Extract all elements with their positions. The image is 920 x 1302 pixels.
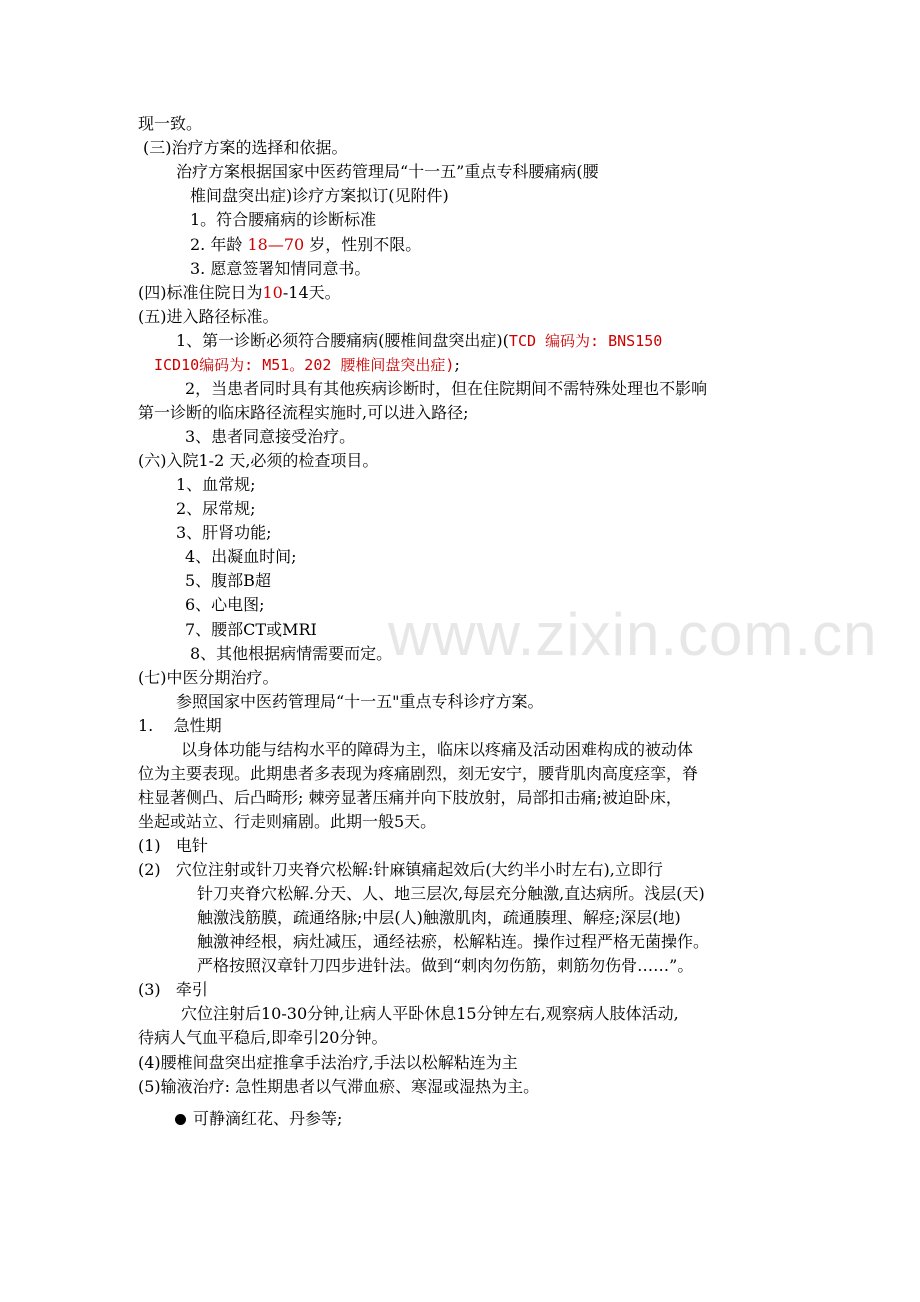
- highlight-text: ICD10编码为: M51。202 腰椎间盘突出症): [154, 356, 455, 374]
- text-line: 待病人气血平稳后,即牵引20分钟。: [138, 1028, 388, 1047]
- text-line: 柱显著侧凸、后凸畸形; 棘旁显著压痛并向下肢放射，局部扣击痛;被迫卧床，: [138, 788, 682, 807]
- text-line: 现一致。: [138, 114, 203, 133]
- section-heading-4: [138, 282, 341, 304]
- text-line: 椎间盘突出症)诊疗方案拟订(见附件): [190, 186, 449, 205]
- bullet-icon: [175, 1114, 186, 1125]
- text-run: ;: [454, 355, 460, 374]
- text-line: 以身体功能与结构水平的障碍为主，临床以疼痛及活动困难构成的被动体: [181, 740, 694, 759]
- section-heading-6: (六)入院1-2 天,必须的检查项目。: [138, 451, 379, 470]
- list-item: 5、腹部B超: [185, 571, 271, 590]
- text-line: 第一诊断的临床路径流程实施时,可以进入路径;: [138, 403, 469, 422]
- watermark: www.zixin.com.cn: [388, 601, 878, 668]
- section-heading-7: (七)中医分期治疗。: [138, 668, 279, 687]
- text-line: (4)腰椎间盘突出症推拿手法治疗,手法以松解粘连为主: [138, 1053, 518, 1072]
- list-item: 可静滴红花、丹参等;: [193, 1109, 343, 1128]
- subsection-heading: 1. 急性期: [138, 716, 222, 735]
- text-run: 岁，性别不限。: [309, 235, 422, 254]
- text-line: [176, 330, 662, 352]
- text-line: 针刀夹脊穴松解.分天、人、地三层次,每层充分触激,直达病所。浅层(天): [197, 884, 705, 903]
- text-line: 治疗方案根据国家中医药管理局“十一五”重点专科腰痛病(腰: [176, 162, 599, 181]
- text-line: 严格按照汉章针刀四步进针法。做到“刺肉勿伤筋，刺筋勿伤骨……”。: [197, 956, 694, 975]
- text-line: 2，当患者同时具有其他疾病诊断时，但在住院期间不需特殊处理也不影响: [185, 379, 708, 398]
- list-item: [190, 234, 421, 256]
- text-run: (四)标准住院日为: [138, 283, 263, 302]
- text-line: (2) 穴位注射或针刀夹脊穴松解:针麻镇痛起效后(大约半小时左右),立即行: [138, 860, 663, 879]
- text-run: -14天。: [282, 283, 341, 302]
- list-item: 7、腰部CT或MRI: [185, 620, 317, 639]
- list-item: 6、心电图;: [185, 595, 265, 614]
- text-line: 3、患者同意接受治疗。: [185, 427, 356, 446]
- text-line: [154, 354, 460, 376]
- text-line: 参照国家中医药管理局“十一五"重点专科诊疗方案。: [176, 692, 544, 711]
- list-item: 3、肝肾功能;: [176, 523, 272, 542]
- text-line: 坐起或站立、行走则痛剧。此期一般5天。: [138, 812, 437, 831]
- list-item: 1、血常规;: [176, 475, 256, 494]
- text-line: 触激神经根，病灶减压，通经祛瘀，松解粘连。操作过程严格无菌操作。: [197, 932, 710, 951]
- highlight-text: 18—70: [247, 235, 305, 254]
- list-item: 3. 愿意签署知情同意书。: [190, 259, 371, 278]
- highlight-text: TCD 编码为: BNS150: [508, 332, 663, 350]
- item-heading: (3) 牵引: [138, 980, 208, 999]
- text-line: (5)输液治疗: 急性期患者以气滞血瘀、寒湿或湿热为主。: [138, 1077, 540, 1096]
- list-item: 8、其他根据病情需要而定。: [190, 644, 393, 663]
- text-run: 2. 年龄: [190, 235, 243, 254]
- list-item: 2、尿常规;: [176, 499, 256, 518]
- section-heading-3: (三)治疗方案的选择和依据。: [143, 138, 348, 157]
- item-heading: (1) 电针: [138, 836, 208, 855]
- text-run: 1、第一诊断必须符合腰痛病(腰椎间盘突出症)(: [176, 331, 509, 350]
- highlight-text: 10: [262, 283, 283, 302]
- section-heading-5: (五)进入路径标准。: [138, 307, 279, 326]
- list-item: 4、出凝血时间;: [185, 547, 297, 566]
- text-line: 位为主要表现。此期患者多表现为疼痛剧烈，刻无安宁，腰背肌肉高度痉挛，脊: [138, 764, 699, 783]
- text-line: 触激浅筋膜，疏通络脉;中层(人)触激肌肉，疏通腠理、解痉;深层(地): [197, 908, 681, 927]
- list-item: 1。符合腰痛病的诊断标准: [190, 210, 377, 229]
- text-line: 穴位注射后10-30分钟,让病人平卧休息15分钟左右,观察病人肢体活动,: [181, 1004, 679, 1023]
